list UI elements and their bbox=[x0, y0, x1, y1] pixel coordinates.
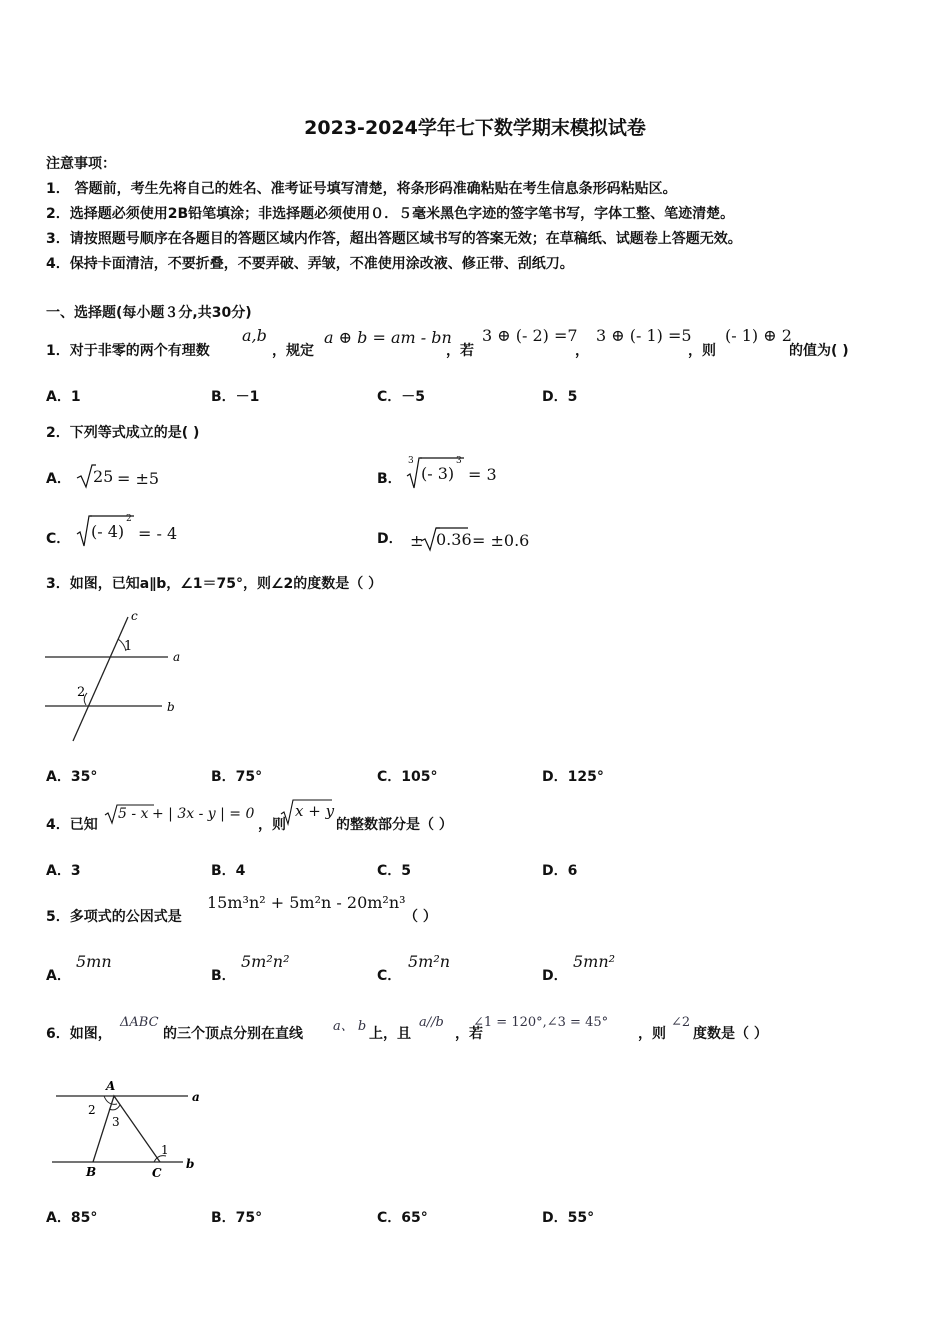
q1-if-label: ，若 bbox=[446, 343, 474, 359]
q4-prefix: 4．已知 bbox=[46, 817, 98, 833]
q4-option-a[interactable]: A．3 bbox=[46, 863, 81, 879]
q2-d-rest: = ±0.6 bbox=[472, 531, 530, 550]
q5-option-d-label[interactable]: D． bbox=[542, 968, 568, 984]
q2-b-rest: = 3 bbox=[468, 465, 497, 484]
q3-option-a[interactable]: A．35° bbox=[46, 769, 98, 785]
q6-label-C: C bbox=[152, 1166, 162, 1180]
q1-vars: a,b bbox=[242, 326, 267, 345]
q6-suffix: 度数是（ ） bbox=[693, 1026, 768, 1042]
q4-radicand-1: 5 - x bbox=[118, 806, 149, 822]
notice-item-2: 2．选择题必须使用2B铅笔填涂；非选择题必须使用０．５毫米黑色字迹的签字笔书写，字体工整、笔迹清楚。 bbox=[46, 206, 735, 222]
q1-option-a[interactable]: A．1 bbox=[46, 389, 81, 405]
q2-b-index: 3 bbox=[408, 456, 414, 466]
q1-suffix: 的值为( ) bbox=[789, 343, 849, 359]
q5-option-c[interactable]: 5m²n bbox=[408, 952, 451, 971]
q2-b-radical-sign bbox=[406, 456, 422, 490]
q6-label-b: b bbox=[186, 1157, 195, 1171]
notice-item-4: 4．保持卡面清洁，不要折叠，不要弄破、弄皱，不准使用涂改液、修正带、刮纸刀。 bbox=[46, 256, 574, 272]
q6-label-B: B bbox=[86, 1165, 97, 1179]
q3-label-a: a bbox=[173, 650, 181, 664]
q1-comma: ， bbox=[575, 343, 589, 359]
q2-b-exponent: 3 bbox=[456, 456, 462, 466]
q4-suffix: 的整数部分是（ ） bbox=[336, 817, 453, 833]
page-title: 2023-2024学年七下数学期末模拟试卷 bbox=[304, 117, 646, 139]
q3-label-b: b bbox=[167, 700, 175, 714]
q6-option-b[interactable]: B．75° bbox=[211, 1210, 263, 1226]
section-heading: 一、选择题(每小题３分,共30分) bbox=[46, 305, 252, 321]
q3-option-d[interactable]: D．125° bbox=[542, 769, 604, 785]
q4-option-b[interactable]: B．4 bbox=[211, 863, 246, 879]
q4-vinculum-2 bbox=[294, 799, 332, 801]
q2-option-d-label[interactable]: D． bbox=[377, 531, 403, 547]
q5-stem: 5．多项式的公因式是 bbox=[46, 909, 182, 925]
q2-stem: 2．下列等式成立的是( ) bbox=[46, 425, 200, 441]
q5-option-c-label[interactable]: C． bbox=[377, 968, 402, 984]
q2-c-radicand: (- 4) bbox=[91, 522, 125, 541]
q3-label-2: 2 bbox=[77, 685, 86, 700]
q3-option-c[interactable]: C．105° bbox=[377, 769, 438, 785]
q2-c-rest: = - 4 bbox=[138, 524, 178, 543]
q1-cond1: 3 ⊕ (- 2) =7 bbox=[482, 326, 578, 345]
q5-paren: （ ） bbox=[404, 909, 437, 925]
q2-option-b-label[interactable]: B． bbox=[377, 471, 402, 487]
q2-d-radicand: 0.36 bbox=[436, 530, 472, 549]
q6-label-2: 2 bbox=[88, 1103, 96, 1117]
q3-figure bbox=[40, 605, 190, 747]
q5-polynomial: 15m³n² + 5m²n - 20m²n³ bbox=[207, 893, 406, 912]
q6-triangle: ΔABC bbox=[120, 1015, 159, 1030]
notice-heading: 注意事项： bbox=[46, 156, 116, 172]
q5-option-a-label[interactable]: A． bbox=[46, 968, 71, 984]
q6-option-a[interactable]: A．85° bbox=[46, 1210, 98, 1226]
q6-figure bbox=[48, 1076, 208, 1186]
q1-cond2: 3 ⊕ (- 1) =5 bbox=[596, 326, 692, 345]
q3-option-b[interactable]: B．75° bbox=[211, 769, 263, 785]
q4-radicand-2: x + y bbox=[295, 802, 335, 820]
q4-option-c[interactable]: C．5 bbox=[377, 863, 412, 879]
q2-option-a-label[interactable]: A． bbox=[46, 471, 71, 487]
q4-abs-expr: + | 3x - y | = 0 bbox=[152, 806, 255, 822]
q6-triangle-shape bbox=[93, 1096, 160, 1162]
q6-text-if: ，若 bbox=[455, 1026, 483, 1042]
q2-option-c-label[interactable]: C． bbox=[46, 531, 71, 547]
q3-stem: 3．如图，已知a∥b，∠1＝75°，则∠2的度数是（ ） bbox=[46, 576, 383, 592]
q6-label-3: 3 bbox=[112, 1115, 120, 1129]
q6-label-A: A bbox=[106, 1079, 116, 1093]
q5-option-b-label[interactable]: B． bbox=[211, 968, 236, 984]
q6-lines: a、 b bbox=[333, 1019, 367, 1034]
q6-angles: ∠1 = 120°,∠3 = 45° bbox=[473, 1015, 609, 1030]
q1-option-d[interactable]: D．5 bbox=[542, 389, 578, 405]
q4-then-label: ，则 bbox=[258, 817, 286, 833]
q1-expr: (- 1) ⊕ 2 bbox=[725, 326, 792, 345]
notice-item-1: 1． 答题前，考生先将自己的姓名、准考证号填写清楚，将条形码准确粘贴在考生信息条形码粘贴区。 bbox=[46, 181, 677, 197]
q6-target: ∠2 bbox=[671, 1015, 691, 1030]
q6-label-1: 1 bbox=[161, 1143, 169, 1157]
q1-rule-label: ，规定 bbox=[272, 343, 314, 359]
q4-option-d[interactable]: D．6 bbox=[542, 863, 578, 879]
q6-text-vertices: 的三个顶点分别在直线 bbox=[163, 1026, 303, 1042]
q2-d-plusminus: ± bbox=[410, 531, 424, 550]
q2-a-radicand: 25 bbox=[93, 467, 114, 486]
q2-c-exponent: 2 bbox=[126, 514, 132, 524]
q6-option-c[interactable]: C．65° bbox=[377, 1210, 428, 1226]
q1-then-label: ，则 bbox=[688, 343, 716, 359]
q2-b-radicand: (- 3) bbox=[421, 464, 455, 483]
q3-label-1: 1 bbox=[124, 639, 133, 654]
q2-a-rest: = ±5 bbox=[117, 469, 160, 488]
q1-option-b[interactable]: B．－1 bbox=[211, 389, 260, 405]
q1-prefix: 1．对于非零的两个有理数 bbox=[46, 343, 210, 359]
q1-option-c[interactable]: C．－5 bbox=[377, 389, 426, 405]
q3-line-c bbox=[73, 617, 128, 741]
q2-c-radical-sign bbox=[76, 514, 92, 548]
q5-option-d[interactable]: 5mn² bbox=[573, 952, 616, 971]
q6-label-a: a bbox=[192, 1090, 200, 1104]
q6-text-on: 上，且 bbox=[369, 1026, 411, 1042]
q5-option-b[interactable]: 5m²n² bbox=[241, 952, 290, 971]
q5-option-a[interactable]: 5mn bbox=[76, 952, 112, 971]
q6-option-d[interactable]: D．55° bbox=[542, 1210, 595, 1226]
q6-parallel: a//b bbox=[419, 1015, 444, 1030]
q6-text-then: ，则 bbox=[638, 1026, 666, 1042]
q3-label-c: c bbox=[131, 609, 138, 623]
q2-d-vinculum bbox=[436, 527, 468, 529]
q6-prefix: 6．如图， bbox=[46, 1026, 112, 1042]
q1-rule: a ⊕ b = am - bn bbox=[324, 328, 452, 347]
q4-radical-2 bbox=[280, 798, 296, 826]
notice-item-3: 3．请按照题号顺序在各题目的答题区域内作答，超出答题区域书写的答案无效；在草稿纸、试题卷上答题无效。 bbox=[46, 231, 742, 247]
